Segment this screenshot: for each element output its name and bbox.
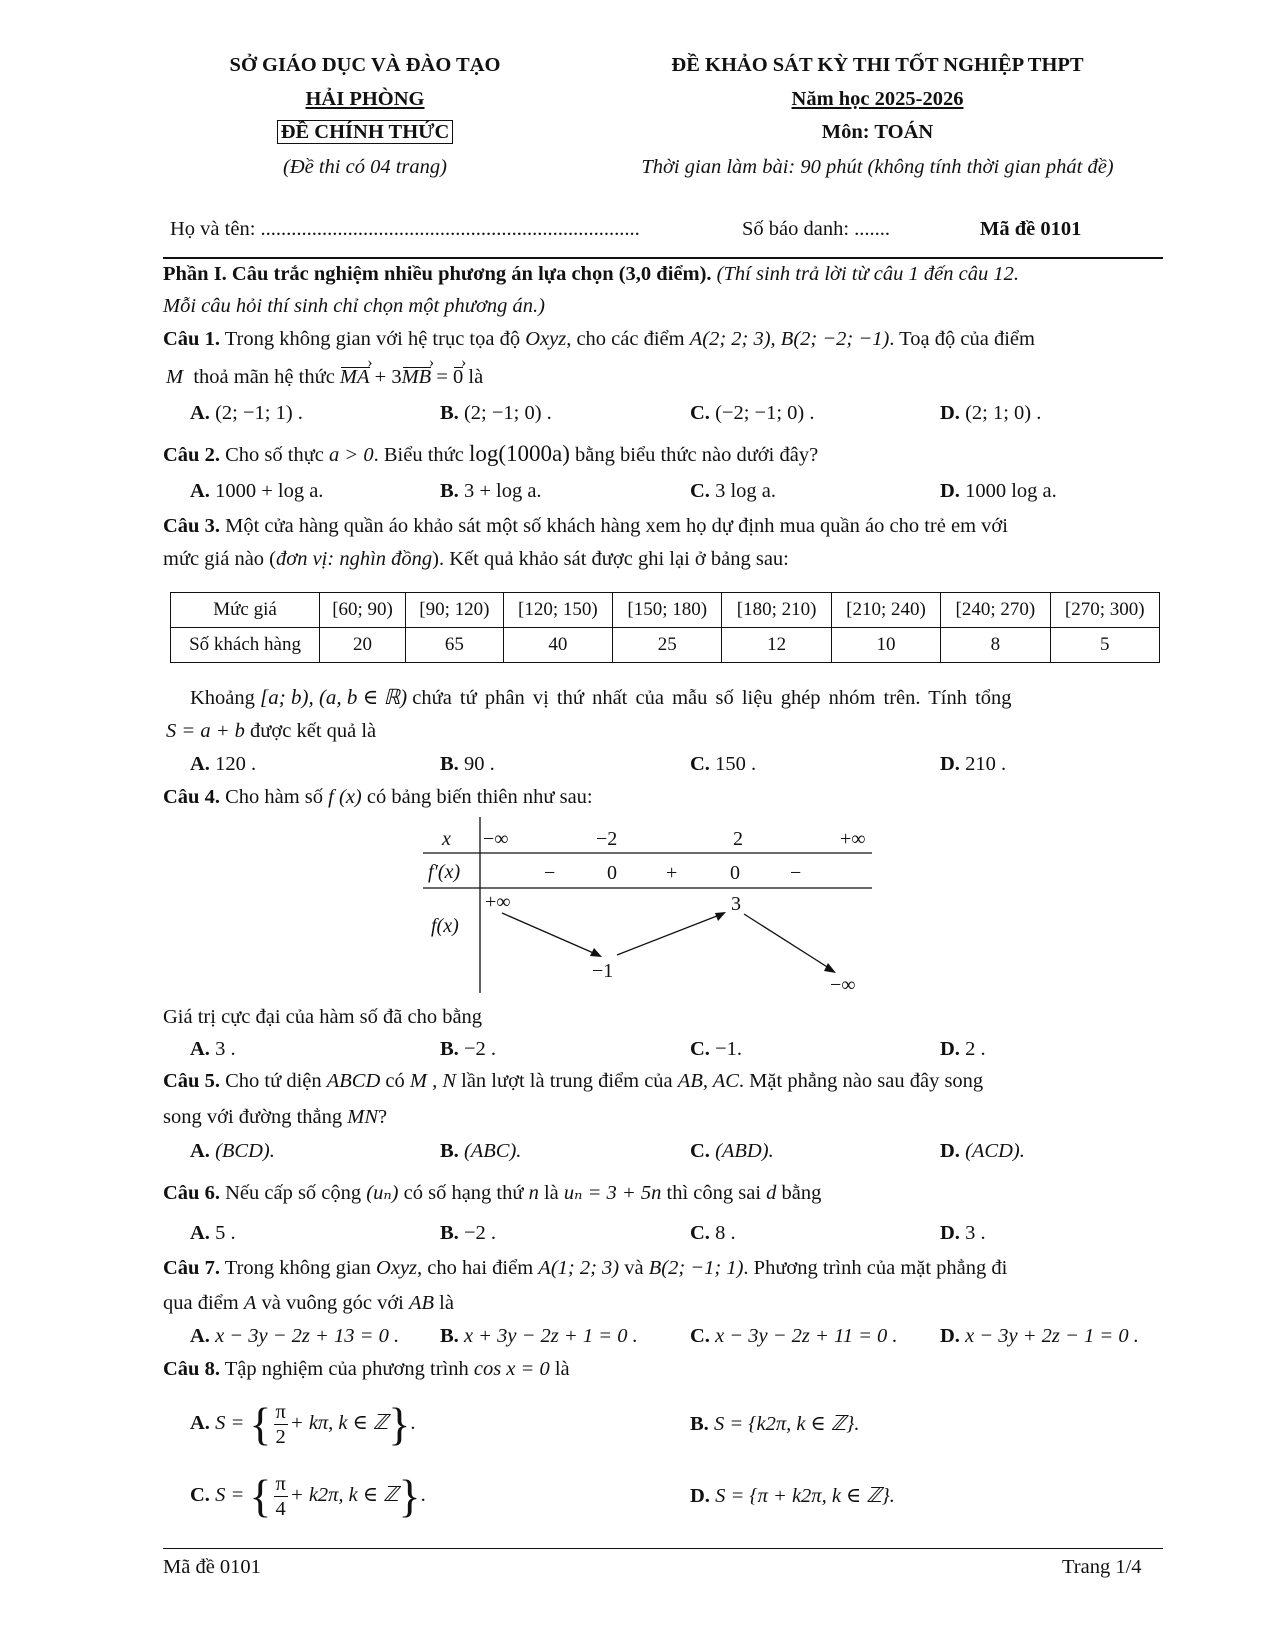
left-brace: {: [249, 1470, 272, 1522]
vt-x-value: −∞: [483, 828, 509, 850]
opt-letter: A.: [190, 753, 210, 775]
opt-letter: C.: [690, 402, 710, 424]
q3-option-a[interactable]: [190, 753, 256, 776]
q5-option-c[interactable]: [690, 1140, 774, 1163]
q5-abcd: ABCD: [326, 1070, 381, 1092]
opt-letter: C.: [190, 1484, 210, 1506]
opt-text: 3 .: [965, 1222, 986, 1244]
opt-text: (2; 1; 0) .: [965, 402, 1042, 424]
interval-cell: [150; 180): [613, 593, 722, 628]
vt-sign: 0: [607, 862, 617, 884]
opt-text: S =: [215, 1484, 245, 1506]
opt-letter: B.: [440, 1222, 459, 1244]
opt-letter: A.: [190, 480, 210, 502]
footer-page-number: Trang 1/4: [1062, 1556, 1142, 1578]
opt-text: (ABC).: [463, 1140, 522, 1162]
fraction: [274, 1400, 288, 1449]
q6-formula: uₙ = 3 + 5n: [563, 1182, 662, 1204]
opt-text: −2 .: [463, 1222, 496, 1244]
q8-eq: cos x = 0: [473, 1358, 550, 1380]
official-stamp: [160, 121, 570, 144]
q6-option-b[interactable]: [440, 1222, 496, 1245]
q4-line1: [163, 786, 593, 809]
q4-label: Câu 4.: [163, 786, 220, 808]
opt-text: (2; −1; 1) .: [215, 402, 303, 424]
q1-label: Câu 1.: [163, 328, 220, 350]
q3-text1: Một cửa hàng quần áo khảo sát một số khách hàng xem họ dự định mua quần áo cho trẻ em với: [225, 515, 1008, 537]
fraction-num: π: [275, 1472, 286, 1495]
q4-text2: có bảng biến thiên như sau:: [366, 786, 593, 808]
q7-option-b[interactable]: [440, 1325, 638, 1348]
q5-line2: [163, 1106, 387, 1129]
q4-option-b[interactable]: [440, 1038, 496, 1061]
q7-text4: qua điểm: [163, 1292, 239, 1314]
official-text: ĐỀ CHÍNH THỨC: [277, 120, 454, 144]
q8-line1: [163, 1358, 570, 1381]
opt-text: 3 log a.: [715, 480, 776, 502]
q5-text4: . Mặt phẳng nào sau đây song: [738, 1070, 984, 1092]
opt-letter: D.: [940, 1325, 960, 1347]
dept-name: SỞ GIÁO DỤC VÀ ĐÀO TẠO: [229, 54, 501, 76]
q8-option-c[interactable]: C. S = { $\frac{\pi}{4}$ + k2π, k ∈ ℤ}.: [190, 1470, 426, 1522]
q1-m: M: [166, 366, 184, 388]
opt-letter: D.: [940, 753, 960, 775]
opt-letter: B.: [440, 402, 459, 424]
part1-note2: Mỗi câu hỏi thí sinh chỉ chọn một phương án.): [163, 295, 545, 317]
vt-sign: +: [666, 862, 678, 884]
opt-text: 210 .: [965, 753, 1007, 775]
frequency-table: [170, 592, 1160, 663]
q8-text1: Tập nghiệm của phương trình: [224, 1358, 469, 1380]
opt-letter: A.: [190, 1140, 210, 1162]
decrease-arrow-2: [744, 914, 832, 970]
q5-option-d[interactable]: [940, 1140, 1025, 1163]
table-row: [171, 628, 1160, 663]
arrow-head: [824, 963, 836, 973]
q3-text4: được kết quả là: [250, 720, 377, 742]
q7-text6: là: [439, 1292, 454, 1314]
q3-line1: [163, 515, 1008, 538]
q3-sum: S = a + b: [166, 720, 245, 742]
q4-question: Giá trị cực đại của hàm số đã cho bằng: [163, 1006, 483, 1028]
opt-letter: C.: [690, 1222, 710, 1244]
opt-letter: B.: [440, 1038, 459, 1060]
opt-text: S = {π + k2π, k ∈ ℤ}.: [715, 1485, 895, 1507]
opt-text: 8 .: [715, 1222, 736, 1244]
variation-table: [420, 815, 880, 1000]
q7-text1: Trong không gian: [224, 1257, 371, 1279]
q7-text2: , cho hai điểm: [417, 1257, 534, 1279]
opt-text: x − 3y − 2z + 11 = 0 .: [715, 1325, 898, 1347]
increase-arrow: [617, 914, 722, 955]
opt-text: S =: [215, 1412, 245, 1434]
opt-letter: A.: [190, 1038, 210, 1060]
q5-text2: có: [385, 1070, 405, 1092]
q4-option-a[interactable]: [190, 1038, 236, 1061]
school-year-text: Năm học 2025-2026: [791, 88, 964, 110]
interval-cell: [270; 300): [1050, 593, 1159, 628]
opt-text: 3 + log a.: [463, 480, 542, 502]
q7-option-a[interactable]: [190, 1325, 399, 1348]
q6-text4: thì công sai: [666, 1182, 762, 1204]
opt-text: 1000 log a.: [965, 480, 1057, 502]
q7-option-d[interactable]: [940, 1325, 1139, 1348]
q1-plus3: + 3: [374, 366, 402, 388]
q6-text2: có số hạng thứ: [403, 1182, 524, 1204]
q1-option-b[interactable]: [440, 402, 552, 425]
q2-line1: [163, 441, 818, 467]
q7-point-a: A(1; 2; 3): [538, 1257, 620, 1279]
q7-line1: [163, 1257, 1007, 1280]
q7-label: Câu 7.: [163, 1257, 220, 1279]
vt-sign: 0: [730, 862, 740, 884]
q5-abac: AB, AC: [677, 1070, 739, 1092]
q3-option-d[interactable]: [940, 753, 1006, 776]
q3-text2b: ). Kết quả khảo sát được ghi lại ở bảng sau:: [432, 548, 789, 570]
q1-option-a[interactable]: [190, 402, 303, 425]
fraction: [274, 1472, 288, 1521]
q6-label: Câu 6.: [163, 1182, 220, 1204]
opt-text: (BCD).: [215, 1140, 275, 1162]
part1-title: Phần I. Câu trắc nghiệm nhiều phương án lựa chọn (3,0 điểm).: [163, 263, 712, 285]
opt-letter: B.: [440, 753, 459, 775]
left-brace: {: [249, 1398, 272, 1450]
q5-line1: [163, 1070, 983, 1093]
interval-cell: [120; 150): [503, 593, 612, 628]
vt-x-value: −2: [596, 828, 618, 850]
opt-letter: A.: [190, 1325, 210, 1347]
opt-letter: C.: [690, 1325, 710, 1347]
q8-option-a[interactable]: A. S = { $\frac{\pi}{2}$ + kπ, k ∈ ℤ}.: [190, 1398, 416, 1450]
q4-option-c[interactable]: [690, 1038, 742, 1061]
q1-la: là: [468, 366, 484, 388]
table-row: [171, 593, 1160, 628]
q1-text1: Trong không gian với hệ trục tọa độ: [224, 328, 521, 350]
q6-text3: là: [543, 1182, 559, 1204]
header-divider: [163, 257, 1163, 259]
time-limit: Thời gian làm bài: 90 phút (không tính thời gian phát đề): [641, 156, 1114, 178]
count-cell: 12: [722, 628, 831, 663]
q6-option-c[interactable]: [690, 1222, 736, 1245]
part1-heading: [163, 263, 1019, 286]
q1-option-d[interactable]: [940, 402, 1041, 425]
q6-d: d: [766, 1182, 777, 1204]
vt-f-label: f(x): [431, 915, 459, 937]
interval-cell: [210; 240): [831, 593, 940, 628]
opt-letter: C.: [690, 753, 710, 775]
q1-oxyz: Oxyz: [525, 328, 567, 350]
footer-exam-code: Mã đề 0101: [163, 1556, 261, 1578]
q5-text1: Cho tứ diện: [225, 1070, 322, 1092]
opt-text: x − 3y − 2z + 13 = 0 .: [215, 1325, 400, 1347]
footer-divider: [163, 1548, 1163, 1549]
q7-line2: [163, 1292, 454, 1315]
q7-oxyz: Oxyz: [376, 1257, 418, 1279]
opt-text: −1.: [715, 1038, 742, 1060]
q2-cond: a > 0: [329, 444, 374, 466]
city-text: HẢI PHÒNG: [305, 88, 425, 110]
q3-interval: [a; b), (a, b ∈ ℝ): [260, 685, 408, 709]
q3-option-c[interactable]: [690, 753, 756, 776]
opt-text: x − 3y + 2z − 1 = 0 .: [965, 1325, 1139, 1347]
q5-option-a[interactable]: [190, 1140, 275, 1163]
q3-option-b[interactable]: [440, 753, 495, 776]
opt-letter: D.: [940, 402, 960, 424]
q6-option-a[interactable]: [190, 1222, 236, 1245]
q8-label: Câu 8.: [163, 1358, 220, 1380]
q7-ab: AB: [408, 1292, 435, 1314]
opt-text: −2 .: [463, 1038, 496, 1060]
q1-line2: [166, 366, 483, 389]
q2-text2: . Biểu thức: [373, 444, 464, 466]
q2-option-c[interactable]: [690, 480, 776, 503]
opt-text: 150 .: [715, 753, 757, 775]
q4-fx: f (x): [328, 786, 362, 808]
q3-unit: đơn vị: nghìn đồng: [276, 548, 433, 570]
vector-ma: MA ›: [340, 366, 370, 389]
q1-points: A(2; 2; 3), B(2; −2; −1): [689, 328, 890, 350]
right-brace: }: [388, 1398, 411, 1450]
q4-text1: Cho hàm số: [225, 786, 324, 808]
opt-letter: A.: [190, 1412, 210, 1434]
exam-title: ĐỀ KHẢO SÁT KỲ THI TỐT NGHIỆP THPT: [671, 54, 1084, 76]
city-name: [160, 88, 570, 111]
q3-text2a: mức giá nào (: [163, 548, 277, 570]
q1-text3: . Toạ độ của điểm: [889, 328, 1035, 350]
fraction-num: π: [275, 1400, 286, 1423]
part1-note1: (Thí sinh trả lời từ câu 1 đến câu 12.: [716, 263, 1019, 285]
q3-text3a: Khoảng: [190, 687, 255, 709]
vt-sign: −: [544, 862, 556, 884]
q3-line3: [190, 685, 1012, 710]
q8-option-d[interactable]: [690, 1483, 895, 1508]
q2-text1: Cho số thực: [225, 444, 324, 466]
q6-n: n: [528, 1182, 539, 1204]
count-cell: 25: [613, 628, 722, 663]
table-header-cell: Số khách hàng: [171, 628, 320, 663]
q7-text3: . Phương trình của mặt phẳng đi: [743, 1257, 1008, 1279]
school-year: [590, 88, 1165, 111]
opt-letter: D.: [940, 1038, 960, 1060]
opt-text: 2 .: [965, 1038, 986, 1060]
q8-option-b[interactable]: [690, 1411, 859, 1436]
vt-x-value: 2: [733, 828, 743, 850]
opt-letter: D.: [940, 1222, 960, 1244]
q5-option-b[interactable]: [440, 1140, 521, 1163]
q2-label: Câu 2.: [163, 444, 220, 466]
vt-f-value: −∞: [830, 974, 856, 996]
subject: Môn: TOÁN: [821, 121, 934, 143]
fraction-den: 4: [275, 1497, 286, 1520]
opt-text: 120 .: [215, 753, 257, 775]
interval-cell: [60; 90): [320, 593, 406, 628]
q5-qmark: ?: [378, 1106, 388, 1128]
name-field-label: Họ và tên: ..........................................................................: [170, 218, 640, 240]
candidate-id-label: Số báo danh: .......: [742, 218, 891, 240]
right-brace: }: [398, 1470, 421, 1522]
q3-line4: [166, 720, 376, 743]
exam-code: Mã đề 0101: [980, 218, 1082, 240]
q5-mn: M , N: [409, 1070, 457, 1092]
opt-letter: C.: [690, 480, 710, 502]
vt-f-value: +∞: [485, 891, 511, 913]
vt-f-value: −1: [592, 960, 614, 982]
q4-option-d[interactable]: [940, 1038, 986, 1061]
opt-text: (ABD).: [715, 1140, 774, 1162]
interval-cell: [180; 210): [722, 593, 831, 628]
vt-x-value: +∞: [840, 828, 866, 850]
count-cell: 20: [320, 628, 406, 663]
q6-seq: (uₙ): [366, 1182, 399, 1204]
q6-option-d[interactable]: [940, 1222, 986, 1245]
opt-text: x + 3y − 2z + 1 = 0 .: [463, 1325, 638, 1347]
q1-text2: , cho các điểm: [566, 328, 685, 350]
opt-text: + kπ, k ∈ ℤ: [289, 1412, 389, 1434]
q6-text5: bằng: [781, 1182, 822, 1204]
opt-text: (−2; −1; 0) .: [715, 402, 815, 424]
interval-cell: [90; 120): [406, 593, 504, 628]
vector-mb: MB ›: [402, 366, 432, 389]
q7-va: và: [624, 1257, 644, 1279]
interval-cell: [240; 270): [941, 593, 1050, 628]
q5-line-mn: MN: [347, 1106, 379, 1128]
arrow-head: [590, 948, 602, 957]
vt-f-value: 3: [731, 893, 741, 915]
q3-text3b: chứa tứ phân vị thứ nhất của mẫu số liệu ghép nhóm trên. Tính tổng: [412, 687, 1012, 709]
q1-eq: =: [436, 366, 454, 388]
q6-line1: [163, 1180, 821, 1205]
q7-point-b: B(2; −1; 1): [648, 1257, 744, 1279]
q5-text5: song với đường thẳng: [163, 1106, 343, 1128]
count-cell: 5: [1050, 628, 1159, 663]
opt-letter: D.: [940, 1140, 960, 1162]
page-count-note: (Đề thi có 04 trang): [283, 156, 447, 178]
opt-text: 3 .: [215, 1038, 236, 1060]
opt-letter: B.: [690, 1413, 709, 1435]
opt-text: (2; −1; 0) .: [463, 402, 552, 424]
opt-text: (ACD).: [965, 1140, 1025, 1162]
fraction-den: 2: [275, 1425, 286, 1448]
q1-line1: [163, 328, 1035, 351]
q3-line2: [163, 548, 789, 571]
q1-text4: thoả mãn hệ thức: [193, 366, 335, 388]
opt-letter: B.: [440, 1140, 459, 1162]
opt-letter: D.: [940, 480, 960, 502]
q2-option-b[interactable]: [440, 480, 542, 503]
q2-option-a[interactable]: [190, 480, 323, 503]
opt-letter: C.: [690, 1038, 710, 1060]
opt-letter: B.: [440, 480, 459, 502]
opt-text: 5 .: [215, 1222, 236, 1244]
opt-letter: D.: [690, 1485, 710, 1507]
opt-letter: A.: [190, 402, 210, 424]
q5-text3: lần lượt là trung điểm của: [461, 1070, 673, 1092]
q5-label: Câu 5.: [163, 1070, 220, 1092]
arrow-head: [715, 912, 726, 921]
vt-sign: −: [790, 862, 802, 884]
table-header-cell: Mức giá: [171, 593, 320, 628]
q2-option-d[interactable]: [940, 480, 1057, 503]
count-cell: 8: [941, 628, 1050, 663]
q2-text3: bằng biểu thức nào dưới đây?: [575, 444, 819, 466]
q1-option-c[interactable]: [690, 402, 814, 425]
count-cell: 40: [503, 628, 612, 663]
opt-letter: C.: [690, 1140, 710, 1162]
q2-expr: log(1000a): [469, 441, 570, 466]
opt-text: 90 .: [463, 753, 495, 775]
vt-fprime-label: f′(x): [428, 861, 461, 883]
q7-text5: và vuông góc với: [261, 1292, 404, 1314]
q7-option-c[interactable]: [690, 1325, 898, 1348]
opt-letter: A.: [190, 1222, 210, 1244]
decrease-arrow-1: [502, 913, 598, 955]
q6-text1: Nếu cấp số cộng: [225, 1182, 362, 1204]
opt-text: S = {k2π, k ∈ ℤ}.: [713, 1413, 860, 1435]
q8-text2: là: [554, 1358, 570, 1380]
opt-text: + k2π, k ∈ ℤ: [289, 1484, 399, 1506]
vt-x-label: x: [442, 828, 451, 850]
opt-letter: B.: [440, 1325, 459, 1347]
q7-a: A: [243, 1292, 257, 1314]
vector-zero: 0 ›: [453, 366, 463, 389]
q3-label: Câu 3.: [163, 515, 220, 537]
count-cell: 65: [406, 628, 504, 663]
count-cell: 10: [831, 628, 940, 663]
opt-text: 1000 + log a.: [215, 480, 324, 502]
